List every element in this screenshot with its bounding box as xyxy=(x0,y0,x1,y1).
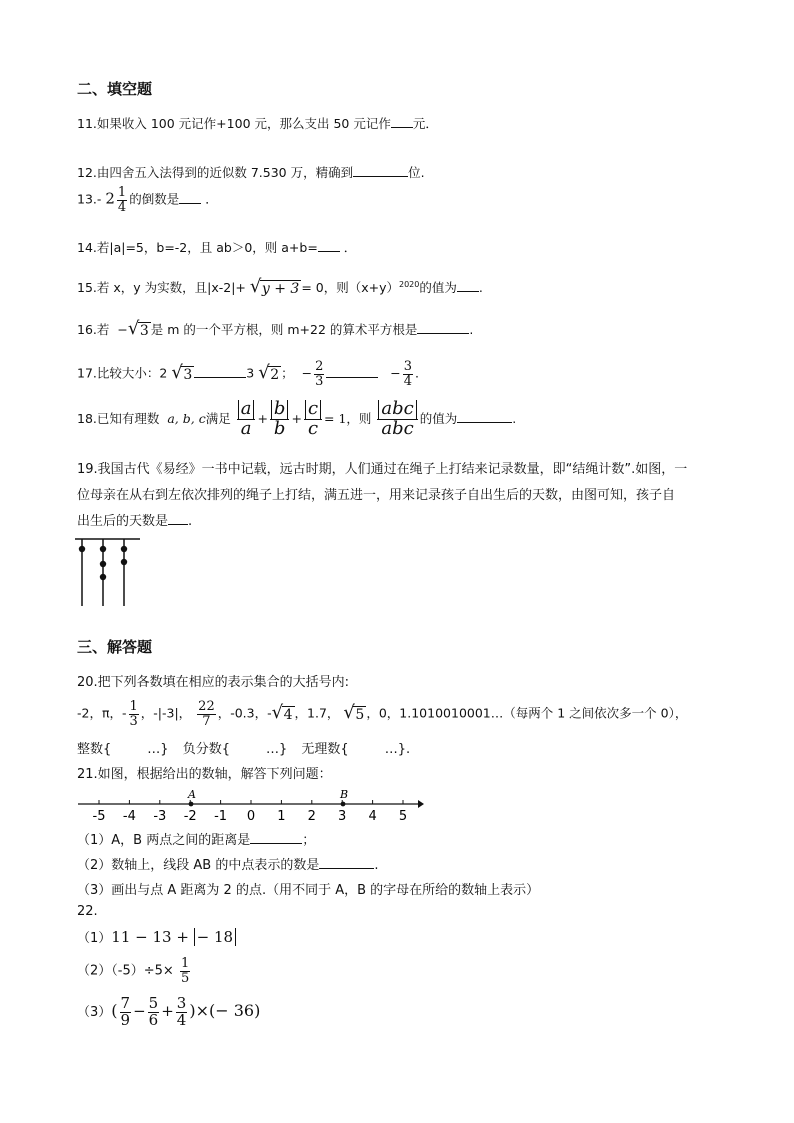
denominator: 9 xyxy=(120,1010,131,1029)
abc-numerator: abc xyxy=(378,400,416,419)
question-18: 18.已知有理数 a, b, c满足 $\frac{a}{a}$ + $\frac{b}{b}$ + $\frac{c}{c}$ = 1，则 $\frac{\text{abc}}{\text{abc}}$ 的值为 . xyxy=(77,398,517,439)
fraction xyxy=(403,360,413,388)
q11-tail: 元． xyxy=(412,116,438,131)
operator: + xyxy=(161,1001,174,1020)
tick-label: 3 xyxy=(338,809,347,824)
numerator: 1 xyxy=(117,185,127,200)
question-22-title: 22. xyxy=(77,904,98,919)
radicand: 4 xyxy=(283,706,293,723)
semicolon: ； xyxy=(281,365,294,381)
tick-label: 1 xyxy=(277,809,286,824)
question-19-line1: 19.我国古代《易经》一书中记载，远古时期，人们通过在绳子上打结来记录数量，即“结绳计数”.如图，一 xyxy=(77,462,688,477)
question-13 xyxy=(77,186,218,214)
sub1-text: （1）A，B 两点之间的距离是 xyxy=(77,833,251,848)
numbers-part: ，-|-3|， xyxy=(140,705,192,721)
tick-label: -2 xyxy=(183,809,197,824)
paren-open: ( xyxy=(111,1000,118,1020)
answer-blank xyxy=(179,191,201,204)
mixed-whole: 2 xyxy=(105,189,115,208)
q18-prefix: 18.已知有理数 xyxy=(77,410,160,426)
question-21-sub2 xyxy=(77,854,379,873)
numerator: 3 xyxy=(176,994,187,1012)
answer-blank xyxy=(457,410,512,423)
q16-end: . xyxy=(469,322,474,337)
radicand: 5 xyxy=(355,706,365,723)
tick-label: 5 xyxy=(398,809,408,824)
q14-end: ． xyxy=(343,240,357,255)
knot xyxy=(100,574,106,580)
set-close: …} xyxy=(147,742,169,757)
q16-tail: 是 m 的一个平方根，则 m+22 的算术平方根是 xyxy=(150,322,418,337)
q15-prefix: 15.若 x，y 为实数，且|x-2|+ xyxy=(77,280,246,295)
question-21-sub1 xyxy=(77,829,315,848)
answer-blank xyxy=(353,164,408,177)
numerator: 5 xyxy=(148,994,159,1012)
answer-blank xyxy=(250,831,302,844)
answer-blank xyxy=(417,321,469,334)
knot-rope-figure xyxy=(72,534,144,610)
point-b xyxy=(341,802,346,807)
q16-prefix: 16.若 xyxy=(77,322,110,337)
set-close: …} xyxy=(265,742,288,757)
question-20-sets xyxy=(77,738,410,757)
tick-label: 4 xyxy=(368,809,377,824)
fraction xyxy=(117,186,127,214)
answer-blank xyxy=(168,512,188,525)
question-19-line3 xyxy=(77,510,192,529)
fraction-abs-a: $\frac{a}{a}$ xyxy=(237,400,256,439)
sub2-text: （2）数轴上，线段 AB 的中点表示的数是 xyxy=(77,858,320,873)
q15-tail: 的值为 xyxy=(419,280,457,295)
point-a xyxy=(189,802,194,807)
set-negative-fractions: 负分数{ xyxy=(182,742,230,757)
fraction xyxy=(180,957,190,985)
q17-mid: 3 xyxy=(246,365,255,381)
q18-mid: 满足 xyxy=(205,410,231,426)
answer-blank xyxy=(457,279,479,292)
question-11 xyxy=(77,114,438,132)
q13-prefix: 13.- xyxy=(77,191,102,207)
square-root: √ 3 xyxy=(127,318,149,339)
part-label: （2）（-5）÷5× xyxy=(77,963,174,979)
answer-blank xyxy=(318,239,340,252)
numerator: 7 xyxy=(120,994,131,1012)
radicand: 3 xyxy=(139,323,149,339)
expression: 11 − 13 + xyxy=(111,928,194,946)
square-root: √ y + 3 xyxy=(249,276,300,297)
operator: − xyxy=(133,1001,146,1020)
q18-eq: = 1，则 xyxy=(324,410,372,426)
answer-blank xyxy=(319,856,374,869)
question-20-numbers xyxy=(77,700,687,728)
knot xyxy=(79,546,85,552)
question-22-part3 xyxy=(77,996,260,1029)
abs-expression: − 18 xyxy=(194,928,236,946)
fraction xyxy=(176,996,188,1029)
q19-line3-text: 出生后的天数是 xyxy=(77,514,169,529)
tick-label: 0 xyxy=(246,809,256,824)
numerator: 2 xyxy=(315,359,324,374)
tick-label: 2 xyxy=(307,809,316,824)
number-line xyxy=(74,784,424,826)
label-b: B xyxy=(340,788,349,801)
q15-end: . xyxy=(478,280,483,295)
question-15 xyxy=(77,278,483,297)
expression-tail: )×(− 36) xyxy=(189,1000,261,1020)
q17-prefix: 17.比较大小：2 xyxy=(77,365,168,381)
fraction xyxy=(120,996,132,1029)
denominator: 4 xyxy=(176,1010,187,1029)
knot xyxy=(100,561,106,567)
q14-text: 14.若|a|=5，b=-2，且 ab＞0，则 a+b= xyxy=(77,240,318,255)
square-root: √ 4 xyxy=(271,701,293,723)
minus-sign: − xyxy=(117,322,128,337)
numerator: 1 xyxy=(180,956,190,971)
fraction-abs-abc xyxy=(377,400,417,439)
section-title: 二、填空题 xyxy=(77,80,153,98)
question-22-part1 xyxy=(77,927,236,946)
question-19-line2: 位母亲在从右到左依次排列的绳子上打结，满五进一，用来记录孩子自出生后的天数，由图可知，孩子自 xyxy=(77,488,676,503)
q12-tail: 位. xyxy=(408,165,425,180)
question-16 xyxy=(77,320,473,339)
tick-label: -3 xyxy=(153,809,167,824)
part-label: （3） xyxy=(77,1004,112,1020)
denominator: 6 xyxy=(148,1010,159,1029)
fraction xyxy=(197,700,216,728)
fraction xyxy=(129,700,139,728)
fraction xyxy=(314,360,324,388)
denominator: 4 xyxy=(403,373,413,389)
set-integers: 整数{ xyxy=(77,742,112,757)
radicand: 3 xyxy=(183,366,193,383)
question-12 xyxy=(77,163,425,181)
exponent: 2020 xyxy=(399,279,420,289)
denominator: 3 xyxy=(315,373,324,389)
tick-label: -1 xyxy=(214,809,228,824)
set-irrationals: 无理数{ xyxy=(301,742,349,757)
denominator: 3 xyxy=(129,713,138,729)
q19-end: . xyxy=(188,514,193,529)
numbers-part: -2，π，- xyxy=(77,705,127,721)
knot xyxy=(121,546,127,552)
q15-mid: = 0，则（x+y） xyxy=(301,280,399,295)
fraction-abs-c: $\frac{c}{c}$ xyxy=(304,400,322,439)
numbers-part: ，0，1.1010010001…（每两个 1 之间依次多一个 0）， xyxy=(366,705,688,721)
denominator: 5 xyxy=(180,970,190,986)
q13-end: ． xyxy=(205,191,218,207)
sub2-end: . xyxy=(374,858,379,873)
question-22-part2 xyxy=(77,957,192,985)
fraction-abs-b: $\frac{b}{b}$ xyxy=(270,400,290,439)
numerator: 3 xyxy=(403,359,413,374)
tick-label: -5 xyxy=(92,809,106,824)
q11-text: 11.如果收入 100 元记作+100 元，那么支出 50 元记作 xyxy=(77,116,391,131)
q18-tail: 的值为 xyxy=(419,410,458,426)
answer-blank xyxy=(391,115,413,128)
numbers-part: ，-0.3，- xyxy=(217,705,272,721)
numbers-part: ，1.7， xyxy=(294,705,340,721)
axis-arrow xyxy=(418,800,424,808)
q17-end: . xyxy=(415,365,420,381)
tick-label: -4 xyxy=(122,809,136,824)
abc-denominator: abc xyxy=(381,417,414,439)
question-20-line1: 20.把下列各数填在相应的表示集合的大括号内: xyxy=(77,675,350,690)
denominator: 4 xyxy=(117,199,127,215)
part-label: （1） xyxy=(77,931,112,946)
numerator: 22 xyxy=(198,699,215,714)
knot xyxy=(121,559,127,565)
sub1-end: ； xyxy=(302,833,316,848)
square-root: √ 3 xyxy=(171,361,193,383)
q18-end: . xyxy=(512,410,517,426)
set-close: …}. xyxy=(384,742,411,757)
question-14 xyxy=(77,238,356,256)
radicand: y + 3 xyxy=(261,281,300,297)
label-a: A xyxy=(188,788,196,801)
section-title: 三、解答题 xyxy=(77,638,153,656)
fraction xyxy=(148,996,160,1029)
answer-blank xyxy=(194,365,246,378)
square-root: √ 5 xyxy=(343,701,365,723)
answer-blank xyxy=(326,365,378,378)
knot xyxy=(100,546,106,552)
question-21-line1: 21.如图，根据给出的数轴，解答下列问题： xyxy=(77,767,332,782)
question-21-sub3: （3）画出与点 A 距离为 2 的点.（用不同于 A，B 的字母在所给的数轴上表示） xyxy=(77,883,540,898)
q13-tail: 的倒数是 xyxy=(129,191,180,207)
variables: a, b, c xyxy=(167,410,206,426)
question-17: 17.比较大小：2 √ 3 3 √ 2 ； − $\frac{2}{3}$ − $\frac{3}{4}$ . xyxy=(77,359,420,389)
radicand: 2 xyxy=(270,366,280,383)
numerator: 1 xyxy=(129,699,138,714)
square-root: √ 2 xyxy=(258,361,280,383)
denominator: 7 xyxy=(202,713,211,729)
q12-text: 12.由四舍五入法得到的近似数 7.530 万，精确到 xyxy=(77,165,354,180)
